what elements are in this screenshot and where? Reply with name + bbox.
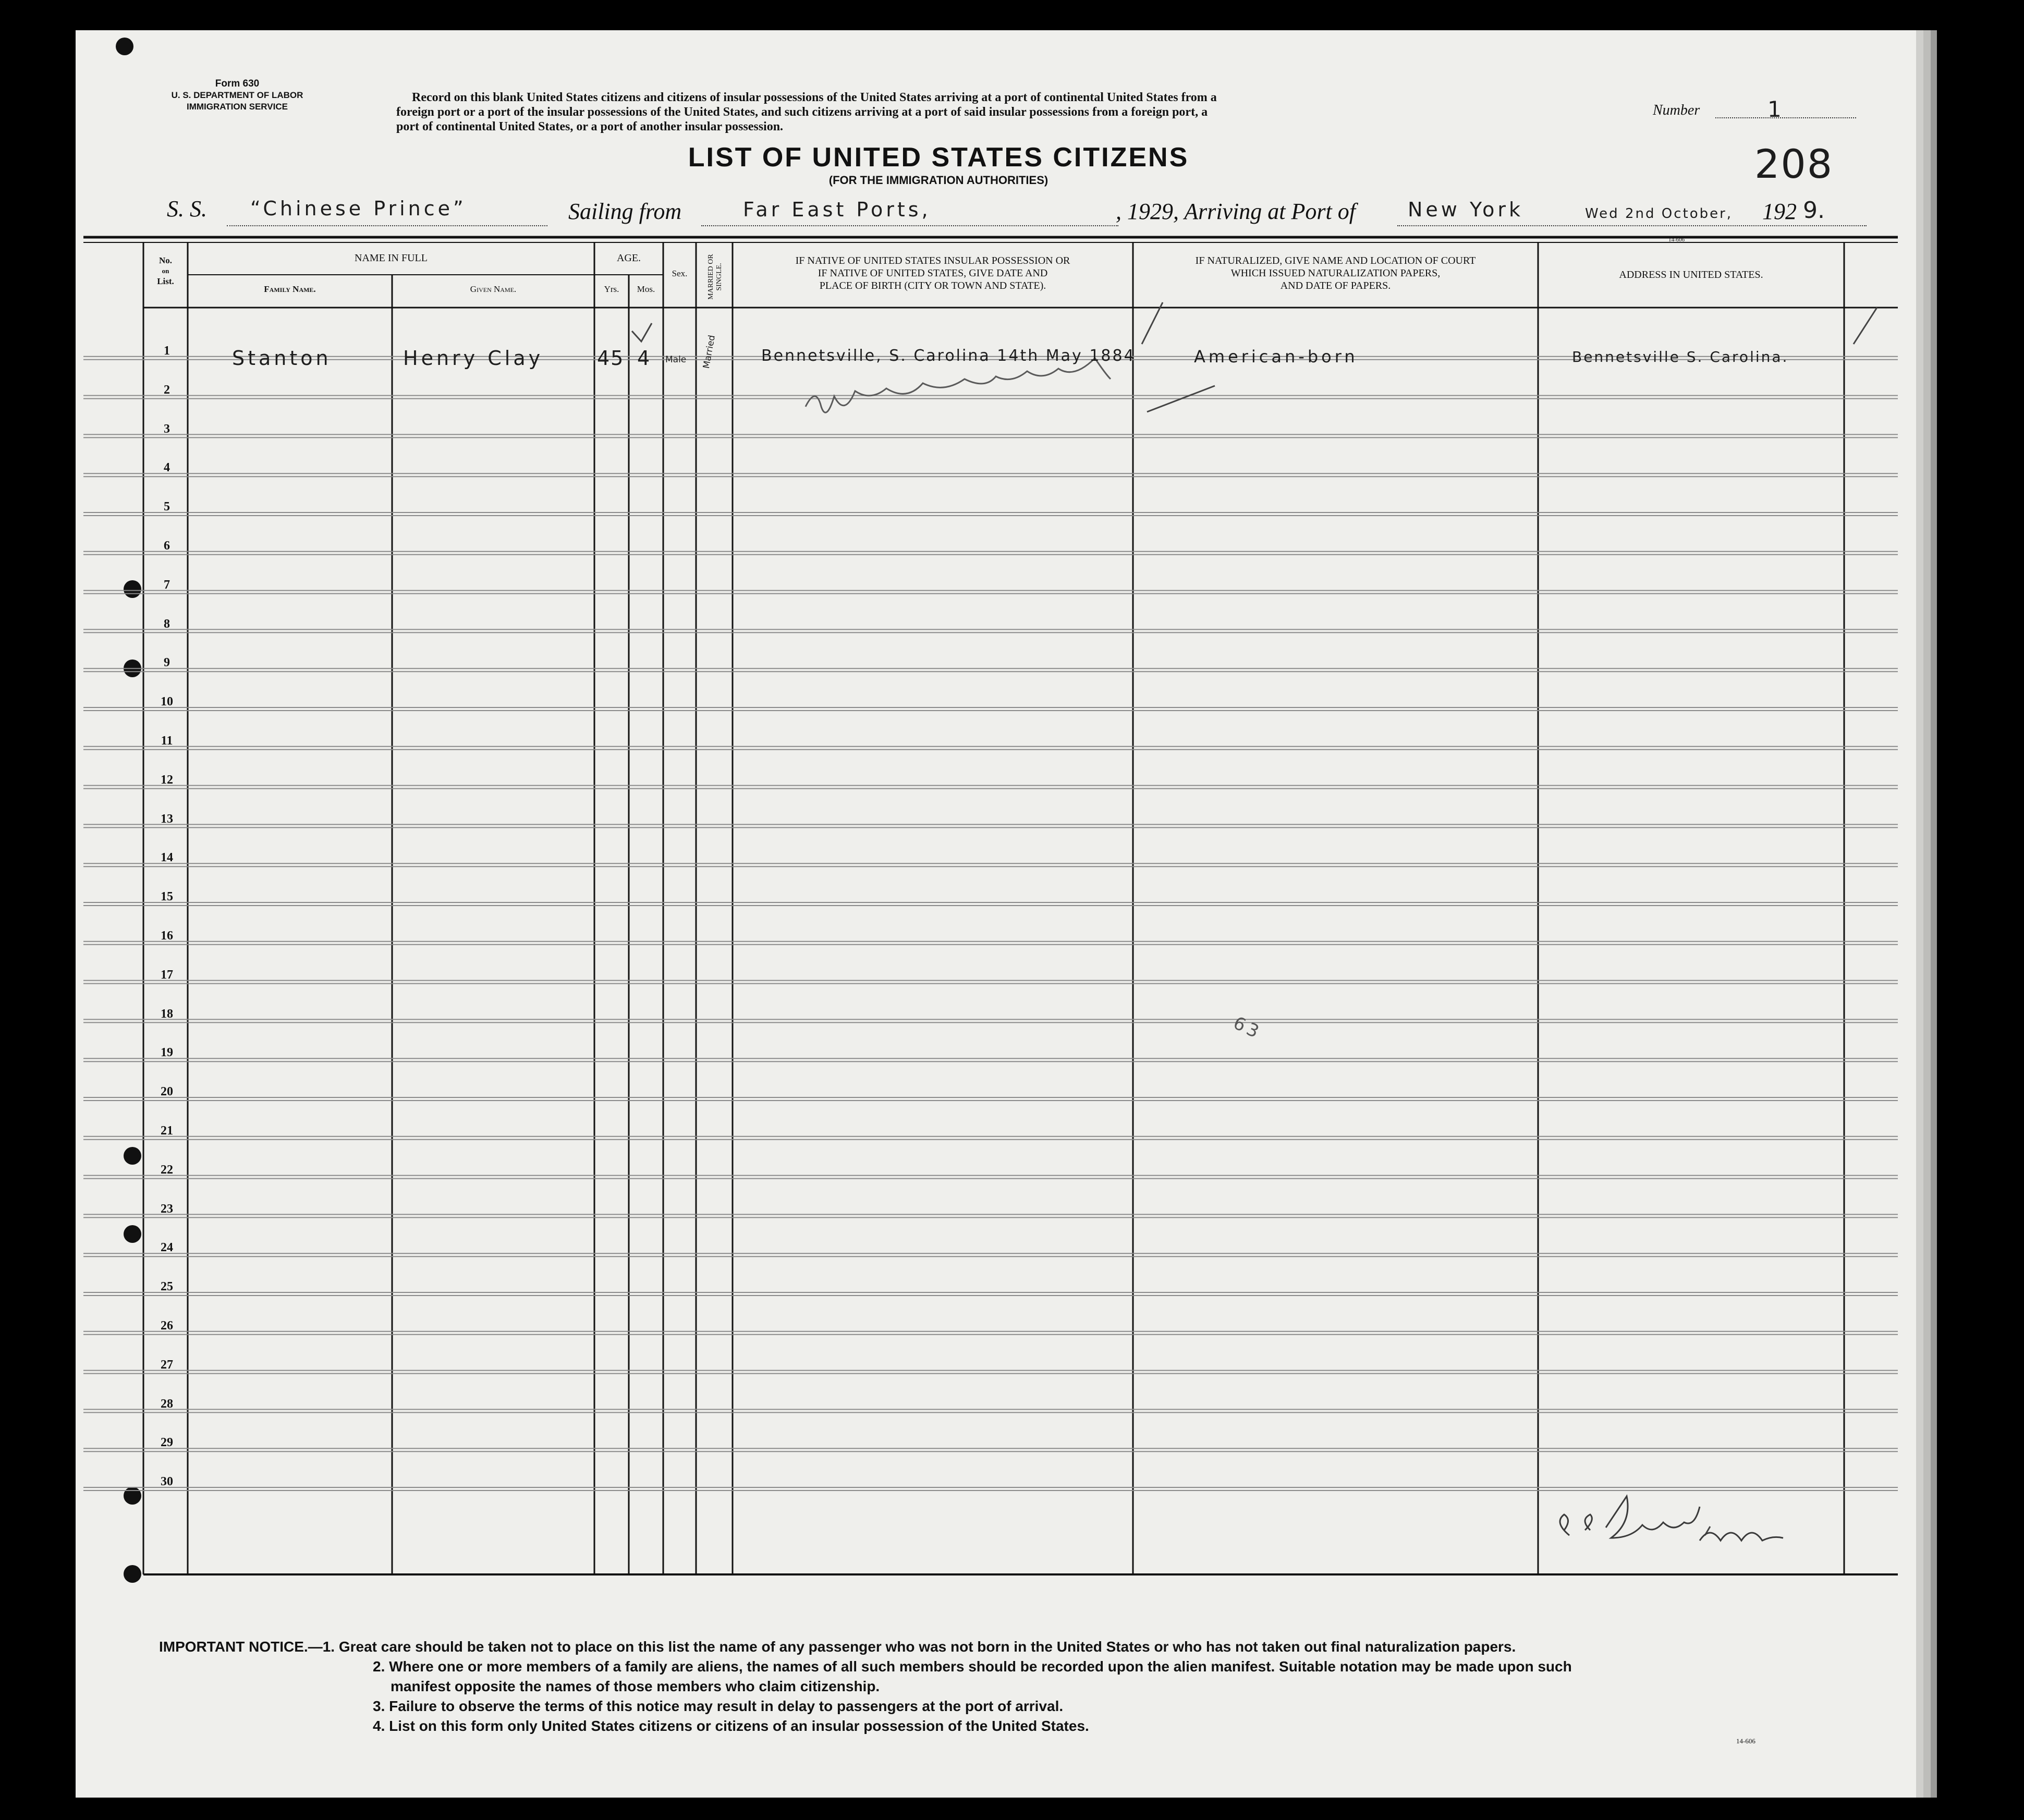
entry-address: Bennetsville S. Carolina. <box>1572 348 1789 365</box>
sailing-from-value: Far East Ports, <box>743 198 931 221</box>
row-number: 24 <box>161 1241 173 1255</box>
row-number: 26 <box>161 1319 173 1333</box>
col-age: AGE. <box>616 252 641 264</box>
row-number: 3 <box>164 422 170 436</box>
entry-married: Married <box>701 334 717 370</box>
arrival-year-prefix: 192 <box>1762 199 1797 224</box>
row-number: 22 <box>161 1163 173 1177</box>
row-number: 9 <box>164 656 170 670</box>
col-mos: Mos. <box>637 284 655 294</box>
col-birth <box>733 254 1133 292</box>
row-number: 30 <box>161 1475 173 1489</box>
col-address: ADDRESS IN UNITED STATES. <box>1619 269 1763 280</box>
notice-heading: IMPORTANT NOTICE.—1. <box>159 1639 335 1655</box>
col-naturalized <box>1133 254 1538 292</box>
row-number: 23 <box>161 1202 173 1216</box>
entry-given-name: Henry Clay <box>403 347 544 370</box>
row-number: 28 <box>161 1397 173 1411</box>
col-given-name: Given Name. <box>470 284 517 294</box>
instruction-line: Record on this blank United States citizens and citizens of insular possessions of the United States arriving at a port of continental United States from a <box>412 91 1217 104</box>
department: U. S. DEPARTMENT OF LABOR <box>171 90 303 100</box>
instruction-line: foreign port or a port of the insular possessions of the United States, and such citizens arriving at a port of said insular possessions from a foreign port, a <box>396 105 1208 119</box>
form-number: Form 630 <box>215 78 260 89</box>
col-yrs: Yrs. <box>604 284 619 294</box>
row-number: 18 <box>161 1007 173 1021</box>
row-number: 10 <box>161 695 173 709</box>
page-stamp: 208 <box>1754 141 1834 187</box>
col-married-or-single: MARRIED OR SINGLE. <box>707 254 723 300</box>
row-number: 27 <box>161 1358 173 1372</box>
row-number: 14 <box>161 851 173 865</box>
row-number: 7 <box>164 578 170 592</box>
row-number: 2 <box>164 383 170 397</box>
col-no-line: No. <box>158 255 173 265</box>
col-nat-line: WHICH ISSUED NATURALIZATION PAPERS, <box>1230 267 1441 279</box>
row-number: 12 <box>161 773 173 787</box>
entry-sex: Male <box>665 355 687 365</box>
row-number: 11 <box>161 734 173 748</box>
col-no-line: List. <box>157 276 174 286</box>
col-nat-line: AND DATE OF PAPERS. <box>1280 280 1391 291</box>
stray-mark: 63 <box>1230 1012 1265 1044</box>
entry-yrs: 45 <box>597 347 625 370</box>
arrival-date: Wed 2nd October, <box>1585 206 1733 222</box>
col-no-on-list <box>143 255 188 287</box>
row-number: 4 <box>164 461 170 475</box>
row-number: 20 <box>161 1085 173 1099</box>
arrival-port: New York <box>1408 198 1524 221</box>
row-number: 15 <box>161 890 173 904</box>
sailing-from-label: Sailing from <box>568 199 682 224</box>
service: IMMIGRATION SERVICE <box>187 102 288 112</box>
col-birth-line: IF NATIVE OF UNITED STATES, GIVE DATE AND <box>818 267 1048 279</box>
col-name-in-full: NAME IN FULL <box>355 252 428 264</box>
entry-birth: Bennetsville, S. Carolina 14th May 1884 <box>761 347 1136 365</box>
notice-line-3: 3. Failure to observe the terms of this notice may result in delay to passengers at the port of arrival. <box>373 1698 1064 1714</box>
arrival-year-suffix: 9. <box>1803 197 1825 224</box>
notice-line-2b: manifest opposite the names of those members who claim citizenship. <box>391 1678 880 1694</box>
row-number: 19 <box>161 1046 173 1060</box>
notice-item-1: Great care should be taken not to place on this list the name of any passenger who was not born in the United States or who has not taken out final naturalization papers. <box>338 1639 1516 1655</box>
row-number: 29 <box>161 1436 173 1450</box>
col-family-name: Family Name. <box>264 284 316 294</box>
row-number: 8 <box>164 617 170 631</box>
notice-line-1 <box>159 1637 1880 1657</box>
col-sex: Sex. <box>672 268 688 278</box>
row-number: 21 <box>161 1124 173 1138</box>
notice-line-2: 2. Where one or more members of a family are aliens, the names of all such members should be recorded upon the alien manifest. Suitable notation may be made upon such <box>373 1658 1572 1675</box>
print-code-bottom: 14-606 <box>1736 1737 1755 1745</box>
col-no-line: on <box>162 267 169 275</box>
col-birth-line: IF NATIVE OF UNITED STATES INSULAR POSSESSION OR <box>795 255 1070 266</box>
ss-label: S. S. <box>167 196 207 222</box>
notice-line-4: 4. List on this form only United States citizens or citizens of an insular possession of the United States. <box>373 1718 1089 1734</box>
row-number: 25 <box>161 1280 173 1294</box>
row-number: 17 <box>161 968 173 982</box>
row-number: 16 <box>161 929 173 943</box>
print-code-top: 14-606 <box>1668 237 1685 243</box>
row-number: 6 <box>164 539 170 553</box>
row-number: 5 <box>164 500 170 514</box>
row-number: 1 <box>164 344 170 358</box>
important-notice <box>159 1637 1880 1736</box>
entry-family-name: Stanton <box>232 347 332 370</box>
row-number: 13 <box>161 812 173 826</box>
col-nat-line: IF NATURALIZED, GIVE NAME AND LOCATION OF COURT <box>1195 255 1476 266</box>
entry-naturalized: American-born <box>1194 347 1358 367</box>
entry-mos: 4 <box>637 347 653 370</box>
col-birth-line: PLACE OF BIRTH (CITY OR TOWN AND STATE). <box>819 280 1046 291</box>
ship-name: “Chinese Prince” <box>250 197 467 220</box>
number-value: 1 <box>1767 96 1785 122</box>
instruction-line: port of continental United States, or a port of another insular possession. <box>396 120 784 133</box>
page-subtitle: (FOR THE IMMIGRATION AUTHORITIES) <box>828 174 1048 187</box>
page-title: LIST OF UNITED STATES CITIZENS <box>688 142 1189 173</box>
number-label: Number <box>1653 102 1700 118</box>
arriving-label: , 1929, Arriving at Port of <box>1116 199 1356 224</box>
